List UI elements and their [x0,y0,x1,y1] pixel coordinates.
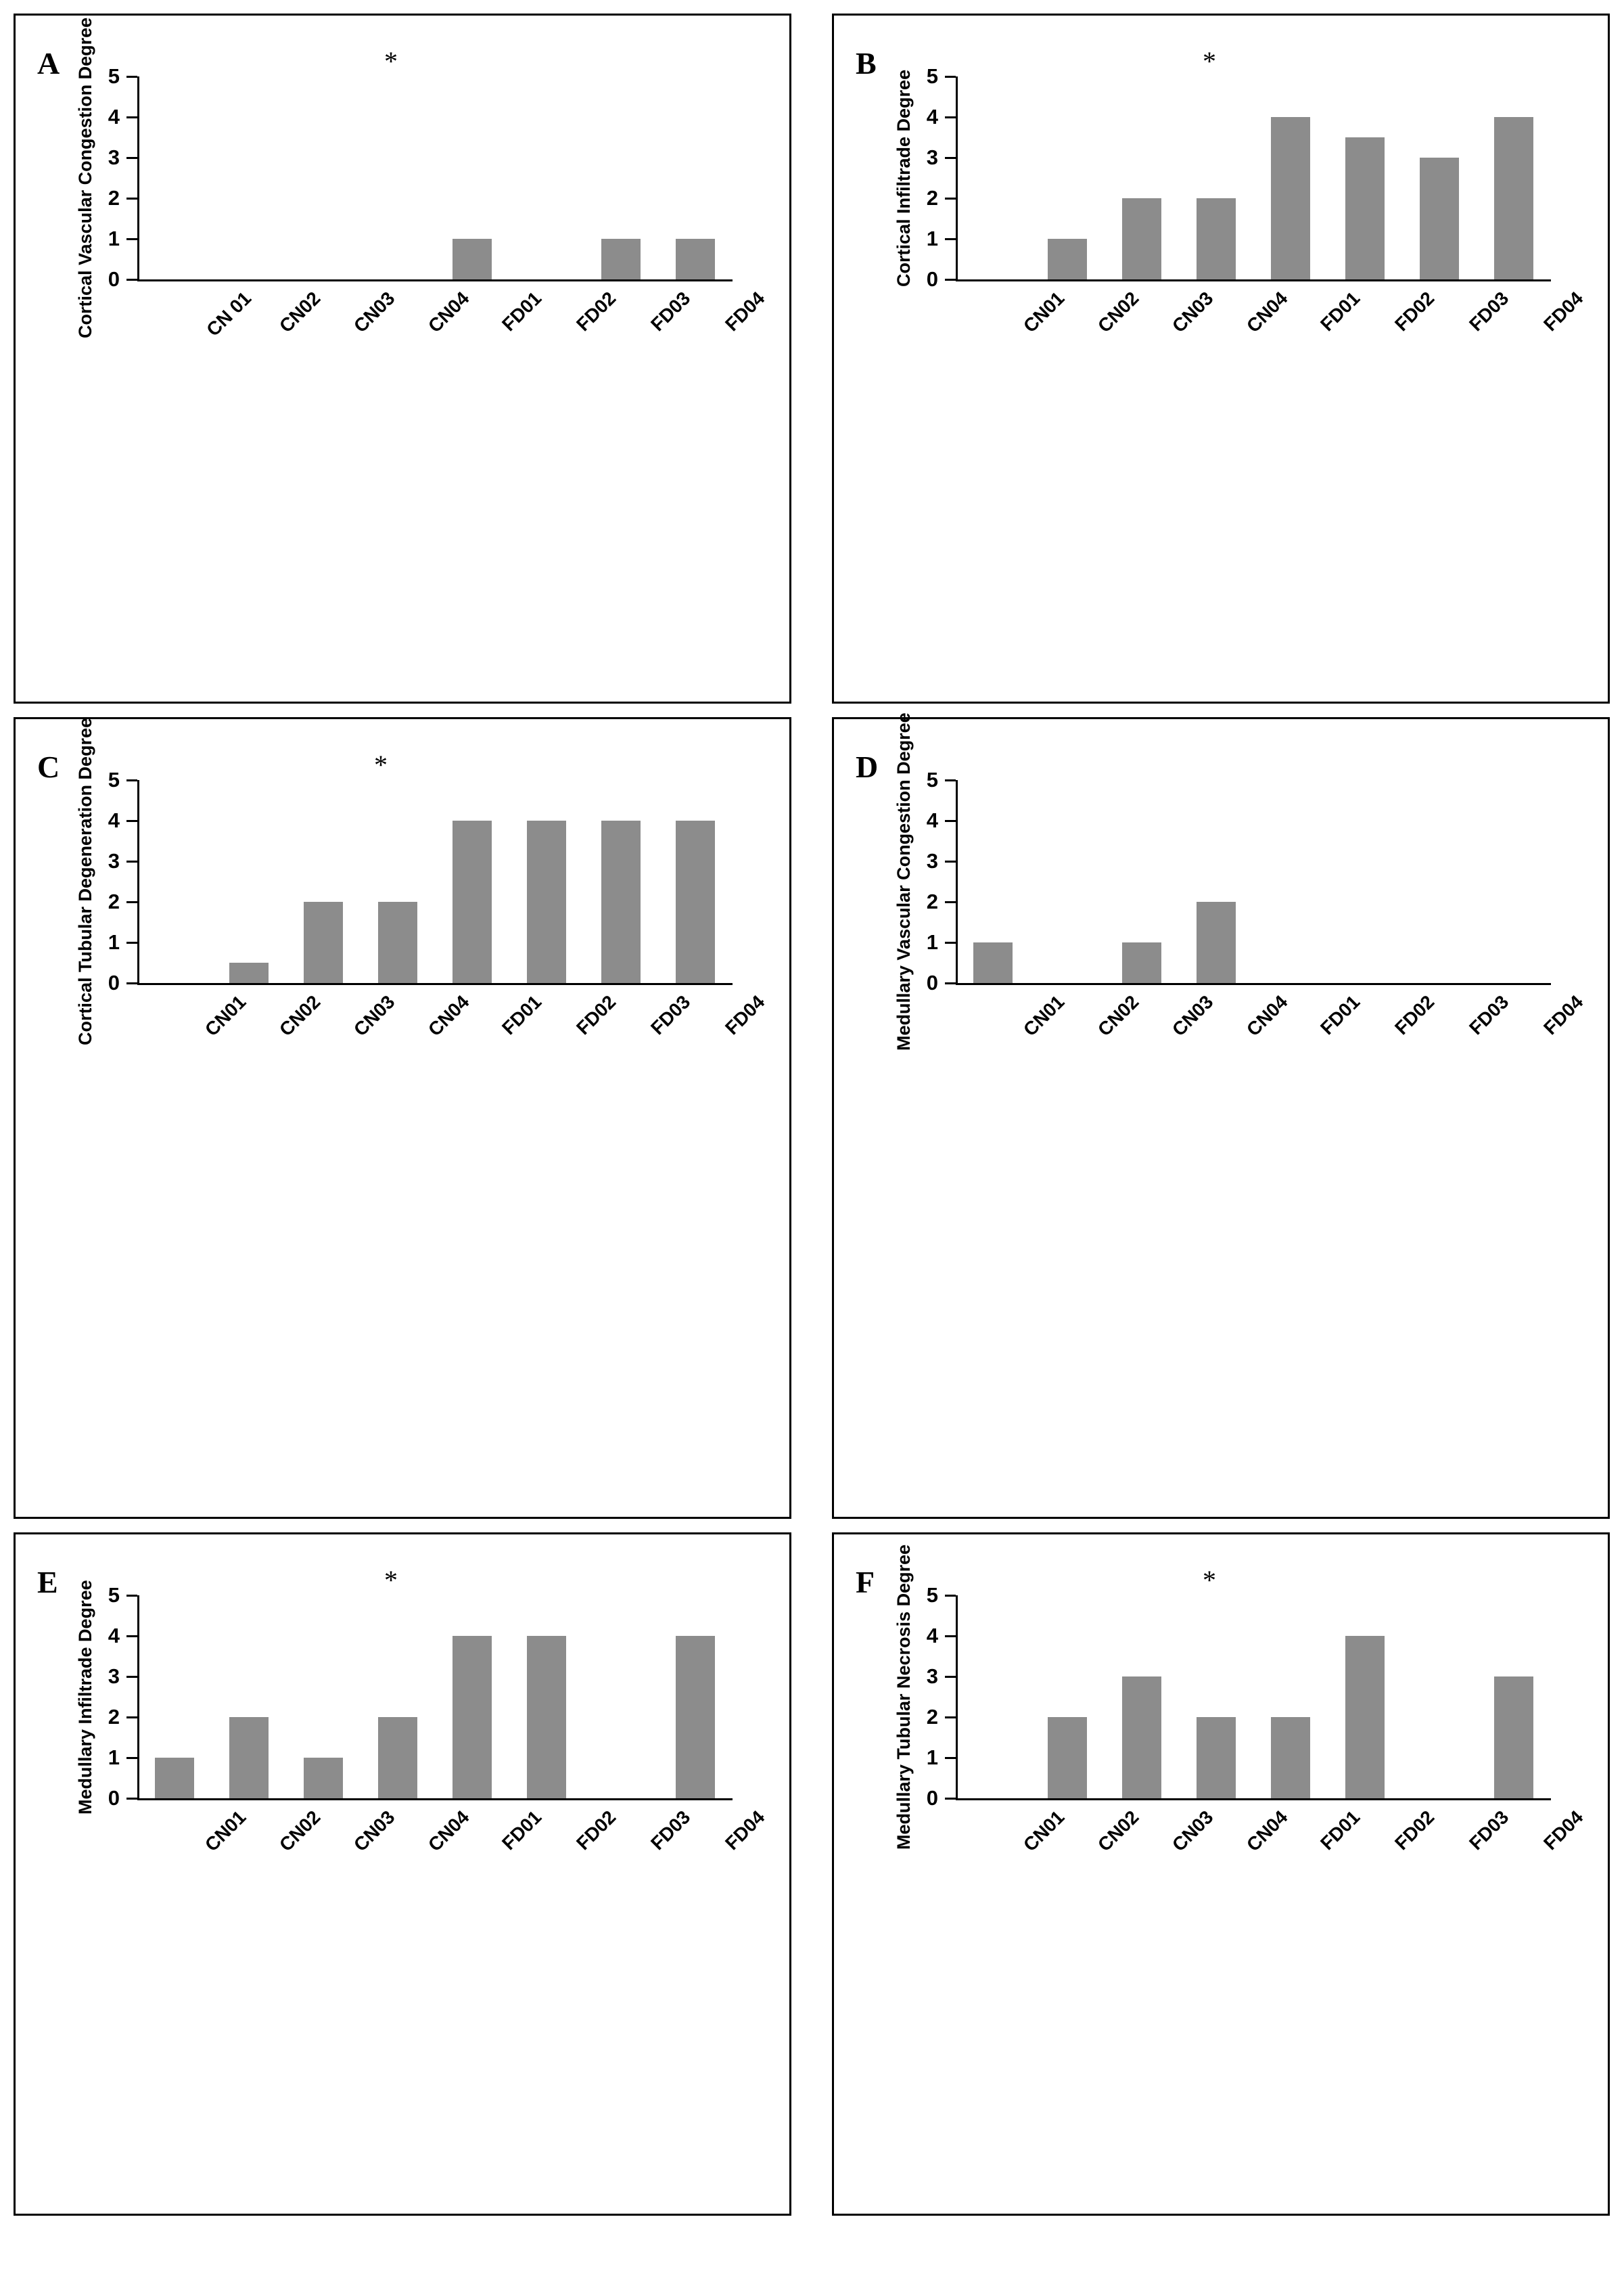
x-tick-label: CN03 [1167,991,1217,1041]
panel-letter-d: D [856,750,879,784]
bar [1122,1676,1161,1798]
panel-e [14,1532,791,2216]
x-tick-label: CN02 [1093,991,1143,1041]
x-tick-label: FD02 [1391,1806,1439,1854]
x-tick-label: FD02 [572,288,620,336]
y-tick-label: 1 [926,1745,938,1769]
x-tick-label: FD01 [1316,991,1364,1039]
y-axis-label: Cortical Vascular Congestion Degree [75,17,95,338]
y-tick-mark [126,279,137,281]
y-tick-mark [126,901,137,903]
y-tick-label: 4 [108,808,120,832]
x-tick-label: CN03 [349,288,399,337]
y-tick-label: 5 [926,768,938,792]
y-tick-label: 1 [926,930,938,954]
x-tick-label: CN01 [1019,991,1069,1041]
x-tick-label: FD02 [1391,288,1439,336]
y-tick-mark [126,1798,137,1800]
panel-a [14,14,791,704]
x-tick-label: CN04 [423,1806,473,1856]
x-tick-label: CN03 [1167,1806,1217,1856]
x-tick-label: FD03 [1465,1806,1513,1854]
plot-area-f [894,1544,1587,1856]
x-tick-label: CN04 [1242,1806,1292,1856]
bar [1345,137,1384,279]
y-tick-mark [945,1635,956,1637]
x-tick-label: CN03 [1167,288,1217,337]
x-tick-label: FD02 [1391,991,1439,1039]
x-axis-line [956,983,1551,985]
y-tick-label: 2 [926,186,938,210]
panel-letter-e: E [37,1565,58,1599]
y-axis-label: Medullary Vascular Congestion Degree [894,712,914,1051]
y-tick-label: 1 [926,227,938,250]
significance-star-b: * [1203,46,1216,76]
bar [1048,239,1086,279]
y-tick-mark [126,779,137,781]
panel-letter-b: B [856,46,877,81]
y-tick-mark [945,1676,956,1678]
bar [527,821,565,983]
y-tick-label: 4 [108,105,120,129]
x-axis-line [956,279,1551,281]
y-tick-mark [945,982,956,984]
bar [1494,1676,1533,1798]
y-tick-label: 5 [108,64,120,88]
bar [1197,902,1235,983]
x-tick-label: FD01 [1316,1806,1364,1854]
y-tick-mark [126,982,137,984]
x-tick-label: CN01 [1019,1806,1069,1856]
y-tick-label: 2 [108,1705,120,1729]
y-tick-label: 0 [926,971,938,995]
y-axis-label: Medullary Infiltrade Degree [75,1579,95,1815]
y-tick-label: 2 [926,1705,938,1729]
bar [1197,198,1235,279]
y-tick-label: 2 [108,890,120,913]
bars-layer [137,76,733,279]
significance-star-e: * [384,1565,398,1595]
y-tick-label: 2 [926,890,938,913]
bar [973,942,1012,983]
bar [676,239,714,279]
bar [1048,1717,1086,1798]
y-tick-mark [126,1757,137,1759]
y-tick-label: 3 [108,145,120,169]
y-tick-label: 0 [108,971,120,995]
y-tick-label: 5 [926,1583,938,1607]
x-axis-line [956,1798,1551,1800]
bars-layer [956,780,1551,983]
y-tick-label: 3 [926,1664,938,1688]
y-tick-mark [945,901,956,903]
panel-letter-a: A [37,46,60,81]
x-tick-label: FD03 [1465,991,1513,1039]
y-tick-mark [945,820,956,822]
bar [155,1758,193,1798]
y-tick-label: 3 [926,849,938,873]
y-tick-label: 0 [108,267,120,291]
y-tick-label: 0 [926,267,938,291]
y-tick-mark [945,1757,956,1759]
bar [1197,1717,1235,1798]
bar [229,1717,268,1798]
panel-c [14,717,791,1519]
x-tick-label: CN04 [423,288,473,337]
x-tick-label: FD01 [1316,288,1364,336]
y-tick-label: 5 [926,64,938,88]
bar [676,1636,714,1798]
x-tick-label: CN03 [349,1806,399,1856]
x-tick-label: CN01 [200,991,250,1041]
y-tick-mark [126,861,137,863]
bars-layer [137,1595,733,1798]
y-tick-label: 4 [926,808,938,832]
x-tick-label: FD02 [572,1806,620,1854]
y-tick-mark [945,1798,956,1800]
x-tick-label: FD04 [721,1806,769,1854]
y-tick-mark [945,279,956,281]
y-tick-label: 4 [108,1624,120,1647]
y-axis-label: Cortical Infiltrade Degree [894,69,914,287]
x-tick-label: CN03 [349,991,399,1041]
x-tick-label: FD04 [1539,288,1587,336]
y-tick-label: 2 [108,186,120,210]
x-tick-label: CN01 [200,1806,250,1856]
bar [453,1636,491,1798]
bar [676,821,714,983]
y-axis-label: Medullary Tubular Necrosis Degree [894,1544,914,1850]
y-tick-mark [126,198,137,200]
panel-d [832,712,1610,1519]
y-tick-mark [126,1635,137,1637]
y-tick-mark [945,861,956,863]
y-tick-label: 1 [108,930,120,954]
y-tick-mark [945,942,956,944]
y-tick-mark [945,1595,956,1597]
y-tick-label: 3 [108,1664,120,1688]
y-tick-mark [126,76,137,78]
x-axis-line [137,279,733,281]
bar [601,239,640,279]
y-tick-label: 4 [926,105,938,129]
bar [1420,158,1458,279]
panel-letter-c: C [37,750,60,784]
bar [453,821,491,983]
bars-layer [956,1595,1551,1798]
x-tick-label: CN 01 [202,288,256,341]
x-tick-label: FD01 [498,288,546,336]
bars-layer [956,76,1551,279]
x-axis-line [137,1798,733,1800]
x-tick-label: FD04 [1539,991,1587,1039]
y-tick-mark [126,820,137,822]
bar [229,963,268,983]
y-tick-mark [126,238,137,240]
x-tick-label: FD03 [647,288,695,336]
x-tick-label: FD03 [1465,288,1513,336]
y-tick-mark [945,76,956,78]
x-tick-label: CN04 [1242,288,1292,337]
plot-area-c [75,717,769,1045]
y-tick-mark [945,116,956,118]
bar [378,902,417,983]
y-tick-mark [945,238,956,240]
y-tick-mark [126,157,137,159]
y-tick-label: 4 [926,1624,938,1647]
x-tick-label: CN04 [1242,991,1292,1041]
significance-star-a: * [384,46,398,76]
x-tick-label: CN02 [275,991,325,1041]
x-tick-label: CN02 [275,288,325,337]
x-tick-label: FD04 [1539,1806,1587,1854]
bar [1345,1636,1384,1798]
x-tick-label: FD03 [647,991,695,1039]
x-axis-line [137,983,733,985]
plot-area-b [894,64,1587,337]
significance-star-f: * [1203,1565,1216,1595]
y-tick-mark [126,116,137,118]
bar [601,821,640,983]
x-tick-label: FD04 [721,288,769,336]
plot-area-d [894,712,1587,1051]
y-tick-mark [126,1676,137,1678]
bar [1122,942,1161,983]
y-tick-label: 1 [108,1745,120,1769]
significance-star-c: * [374,750,388,780]
y-tick-mark [945,779,956,781]
x-tick-label: CN02 [1093,1806,1143,1856]
y-tick-label: 5 [108,768,120,792]
x-tick-label: CN02 [1093,288,1143,337]
bar [453,239,491,279]
y-tick-label: 0 [926,1786,938,1810]
bar [304,1758,342,1798]
bars-layer [137,780,733,983]
y-tick-mark [945,1716,956,1718]
x-tick-label: FD04 [721,991,769,1039]
y-tick-mark [126,1716,137,1718]
x-tick-label: CN01 [1019,288,1069,337]
x-tick-label: FD02 [572,991,620,1039]
bar [1271,117,1309,279]
bar [527,1636,565,1798]
bar [1271,1717,1309,1798]
x-tick-label: FD01 [498,991,546,1039]
y-tick-label: 3 [926,145,938,169]
panel-f [832,1532,1610,2216]
x-tick-label: CN02 [275,1806,325,1856]
y-tick-mark [126,942,137,944]
x-tick-label: CN04 [423,991,473,1041]
x-tick-label: FD01 [498,1806,546,1854]
bar [1122,198,1161,279]
y-tick-mark [945,157,956,159]
plot-area-e [75,1579,769,1856]
x-tick-label: FD03 [647,1806,695,1854]
panel-b [832,14,1610,704]
bar [1494,117,1533,279]
y-tick-label: 5 [108,1583,120,1607]
bar [378,1717,417,1798]
bar [304,902,342,983]
y-tick-mark [126,1595,137,1597]
plot-area-a [75,17,769,341]
y-tick-label: 3 [108,849,120,873]
y-tick-label: 0 [108,1786,120,1810]
y-tick-label: 1 [108,227,120,250]
y-axis-label: Cortical Tubular Degeneration Degree [75,717,95,1045]
panel-letter-f: F [856,1565,875,1599]
y-tick-mark [945,198,956,200]
